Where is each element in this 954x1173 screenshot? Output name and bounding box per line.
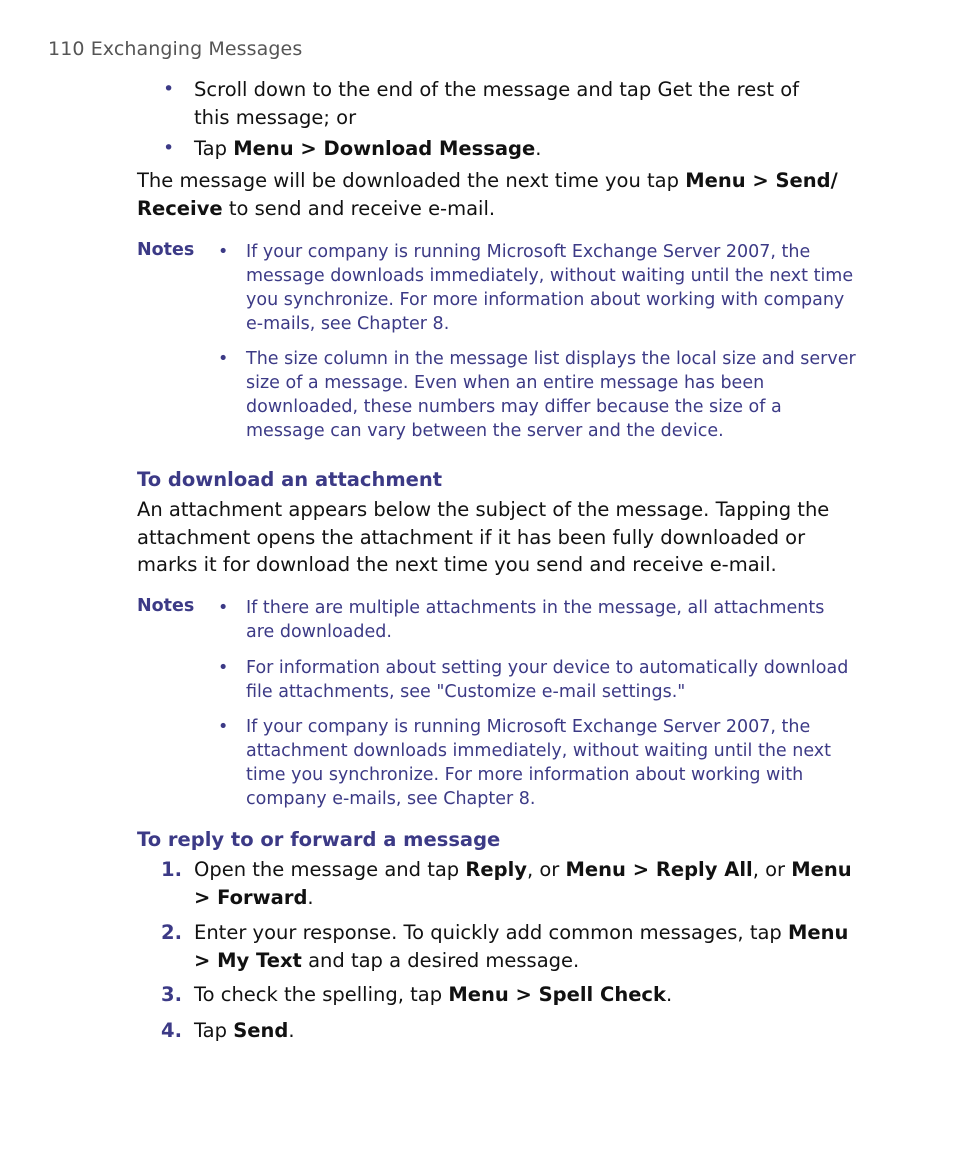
bullet-icon: • [218, 658, 229, 678]
step-item [137, 856, 857, 912]
command-reply: Reply [465, 858, 527, 881]
step-number: 2. [161, 921, 182, 944]
menu-path: Menu > Send/ Receive [137, 169, 838, 220]
list-item [137, 76, 857, 132]
step-number: 1. [161, 858, 182, 881]
note-item [137, 347, 857, 443]
step-number: 3. [161, 983, 182, 1006]
bullet-icon: • [218, 717, 229, 737]
step-item [137, 919, 857, 975]
bullet-icon: • [163, 78, 175, 100]
bullet-icon: • [218, 242, 229, 262]
note-text: If there are multiple attachments in the message, all attachments are downloaded. [246, 598, 825, 642]
note-item [137, 715, 857, 811]
step-item [137, 1017, 857, 1045]
bullet-icon: • [163, 137, 175, 159]
bullet-icon: • [218, 349, 229, 369]
step-text: Open the message and tap Reply, or Menu > Reply All, or Menu > Forward. [194, 858, 852, 909]
note-text: For information about setting your device to automatically download file attachments, see "Customize e-mail settings." [246, 658, 849, 702]
section-heading: To download an attachment [137, 468, 443, 491]
step-text: To check the spelling, tap Menu > Spell Check. [194, 983, 673, 1006]
menu-path: Menu > Forward [194, 858, 852, 909]
step-item [137, 981, 857, 1009]
note-text: If your company is running Microsoft Exchange Server 2007, the attachment downloads immediately, without waiting until the next time you synchronize. For more information about working with company e-mails, see Chapter 8. [246, 717, 832, 809]
notes-label: Notes [137, 596, 195, 616]
note-item [137, 596, 857, 644]
command-send: Send [233, 1019, 289, 1042]
note-text: The size column in the message list displays the local size and server size of a message. Even when an entire message has been downloaded, these numbers may differ because the size of a message can vary between the server and the device. [246, 349, 856, 441]
note-text: If your company is running Microsoft Exchange Server 2007, the message downloads immediately, without waiting until the next time you synchronize. For more information about working with company e-mails, see Chapter 8. [246, 242, 854, 334]
list-item [137, 135, 857, 163]
step-text: Enter your response. To quickly add common messages, tap Menu > My Text and tap a desired message. [194, 921, 849, 972]
note-item [137, 240, 857, 336]
notes-label: Notes [137, 240, 195, 260]
bullet-icon: • [218, 598, 229, 618]
note-item [137, 656, 857, 704]
menu-path: Menu > Spell Check [448, 983, 666, 1006]
bullet-text: Tap Menu > Download Message. [194, 137, 542, 160]
menu-path: Menu > My Text [194, 921, 849, 972]
menu-path: Menu > Download Message [233, 137, 536, 160]
step-number: 4. [161, 1019, 182, 1042]
page-header: 110 Exchanging Messages [48, 38, 303, 60]
section-heading: To reply to or forward a message [137, 828, 501, 851]
paragraph: The message will be downloaded the next time you tap Menu > Send/ Receive to send and receive e-mail. [137, 169, 838, 220]
menu-path: Menu > Reply All [565, 858, 753, 881]
paragraph: An attachment appears below the subject of the message. Tapping the attachment opens the attachment if it has been fully downloaded or marks it for download the next time you send and receive e-mail. [137, 498, 830, 576]
step-text: Tap Send. [194, 1019, 295, 1042]
bullet-text: Scroll down to the end of the message and tap Get the rest of this message; or [194, 78, 799, 129]
